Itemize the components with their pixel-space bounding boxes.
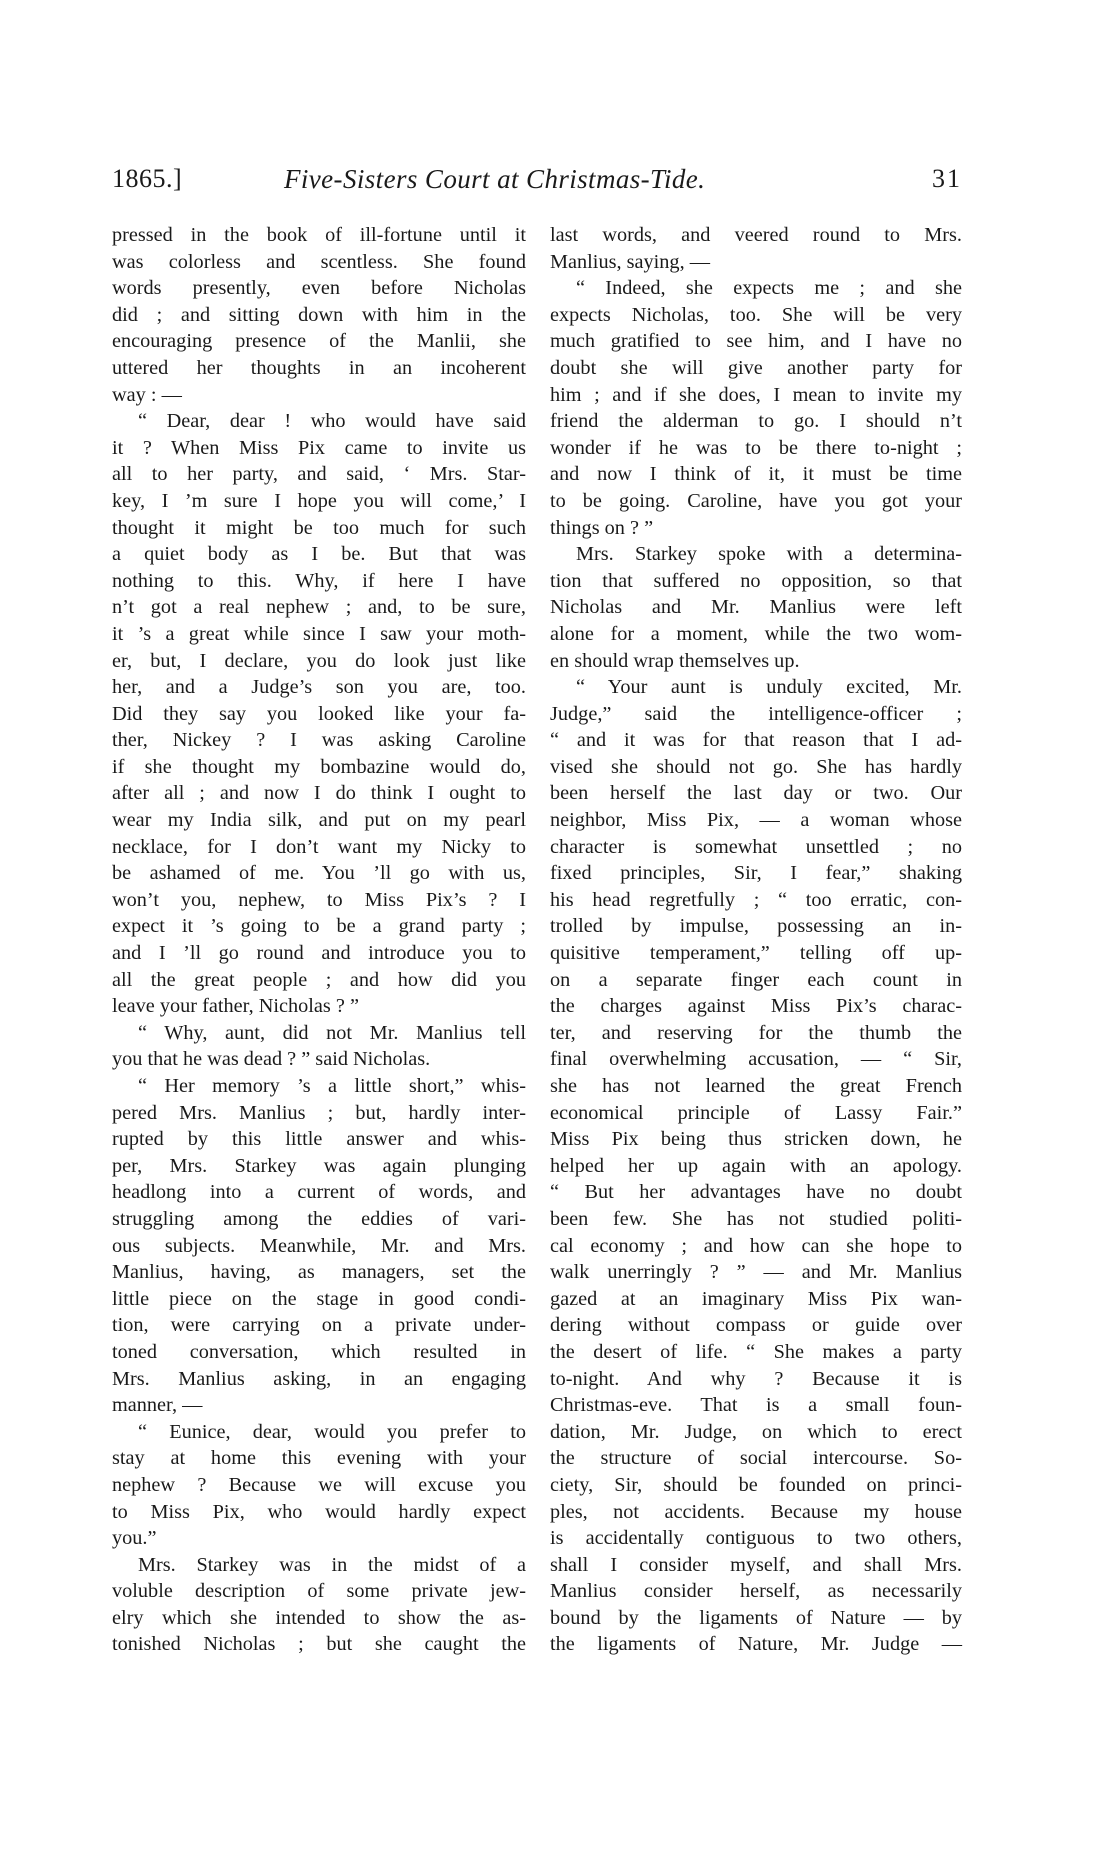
- text-line: ther, Nickey ? I was asking Caroline: [112, 729, 526, 752]
- text-line: Mrs. Manlius asking, in an engaging: [112, 1367, 526, 1390]
- text-line: much gratified to see him, and I have no: [550, 330, 962, 353]
- text-line: dation, Mr. Judge, on which to erect: [550, 1420, 962, 1443]
- text-line: last words, and veered round to Mrs.: [550, 224, 962, 246]
- text-line: the structure of social intercourse. So-: [550, 1447, 962, 1470]
- text-line: gazed at an imaginary Miss Pix wan-: [550, 1287, 962, 1310]
- text-line: expects Nicholas, too. She will be very: [550, 303, 962, 326]
- text-line: friend the alderman to go. I should n’t: [550, 410, 962, 433]
- text-line: ous subjects. Meanwhile, Mr. and Mrs.: [112, 1234, 526, 1257]
- text-line: neighbor, Miss Pix, — a woman whose: [550, 809, 962, 832]
- text-line: elry which she intended to show the as-: [112, 1606, 526, 1629]
- text-line: all the great people ; and how did you: [112, 968, 526, 991]
- text-line: little piece on the stage in good condi-: [112, 1287, 526, 1310]
- text-line: was colorless and scentless. She found: [112, 250, 526, 273]
- text-line: pressed in the book of ill-fortune until it: [112, 224, 526, 246]
- text-line: the desert of life. “ She makes a party: [550, 1340, 962, 1363]
- text-line: voluble description of some private jew-: [112, 1580, 526, 1603]
- text-line: headlong into a current of words, and: [112, 1181, 526, 1204]
- text-line: she has not learned the great French: [550, 1075, 962, 1097]
- text-line: toned conversation, which resulted in: [112, 1340, 526, 1363]
- running-head-title: Five-Sisters Court at Christmas-Tide.: [284, 164, 706, 194]
- text-line: Mrs. Starkey was in the midst of a: [138, 1553, 526, 1576]
- text-line: nephew ? Because we will excuse you: [112, 1473, 526, 1496]
- text-line: to-night. And why ? Because it is: [550, 1367, 962, 1390]
- text-line: it ? When Miss Pix came to invite us: [112, 436, 526, 459]
- text-line: way : —: [112, 383, 182, 406]
- text-line: the ligaments of Nature, Mr. Judge —: [550, 1633, 962, 1656]
- text-line: and I ’ll go round and introduce you to: [112, 942, 526, 965]
- text-column-left: [112, 222, 526, 1658]
- text-line: quisitive temperament,” telling off up-: [550, 942, 962, 965]
- text-line: his head regretfully ; “ too erratic, con-: [550, 888, 962, 911]
- text-line: nothing to this. Why, if here I have: [112, 569, 526, 592]
- text-line: uttered her thoughts in an incoherent: [112, 356, 526, 379]
- text-line: “ Your aunt is unduly excited, Mr.: [576, 676, 962, 699]
- running-head: [112, 164, 962, 200]
- text-line: tion that suffered no opposition, so that: [550, 569, 962, 592]
- text-line: Christmas-eve. That is a small foun-: [550, 1394, 962, 1417]
- text-line: bound by the ligaments of Nature — by: [550, 1606, 962, 1629]
- text-line: all to her party, and said, ‘ Mrs. Star-: [112, 463, 526, 486]
- text-line: ples, not accidents. Because my house: [550, 1500, 962, 1523]
- text-line: Mrs. Starkey spoke with a determina-: [576, 543, 962, 566]
- text-line: encouraging presence of the Manlii, she: [112, 330, 526, 353]
- text-line: final overwhelming accusation, — “ Sir,: [550, 1048, 962, 1071]
- text-line: Judge,” said the intelligence-officer ;: [550, 702, 962, 725]
- text-line: expect it ’s going to be a grand party ;: [112, 915, 526, 938]
- text-line: you that he was dead ? ” said Nicholas.: [112, 1048, 431, 1071]
- text-line: necklace, for I don’t want my Nicky to: [112, 835, 526, 858]
- text-line: tion, were carrying on a private under-: [112, 1314, 526, 1337]
- text-line: been few. She has not studied politi-: [550, 1207, 962, 1230]
- text-line: on a separate finger each count in: [550, 968, 962, 991]
- text-line: “ and it was for that reason that I ad-: [550, 729, 962, 752]
- text-line: ciety, Sir, should be founded on princi-: [550, 1473, 962, 1496]
- text-line: walk unerringly ? ” — and Mr. Manlius: [550, 1261, 962, 1284]
- text-line: you.”: [112, 1527, 157, 1550]
- text-line: dering without compass or guide over: [550, 1314, 962, 1337]
- text-line: a quiet body as I be. But that was: [112, 543, 526, 566]
- text-line: and now I think of it, it must be time: [550, 463, 962, 486]
- text-line: to Miss Pix, who would hardly expect: [112, 1500, 526, 1523]
- text-line: wonder if he was to be there to-night ;: [550, 436, 962, 459]
- running-head-year: 1865.]: [112, 164, 183, 193]
- text-line: “ But her advantages have no doubt: [550, 1181, 962, 1204]
- text-line: alone for a moment, while the two wom-: [550, 622, 962, 645]
- text-line: Miss Pix being thus stricken down, he: [550, 1128, 962, 1151]
- text-line: Nicholas and Mr. Manlius were left: [550, 596, 962, 619]
- text-line: economical principle of Lassy Fair.”: [550, 1101, 962, 1124]
- text-line: “ Her memory ’s a little short,” whis-: [138, 1075, 526, 1097]
- text-line: struggling among the eddies of vari-: [112, 1207, 526, 1230]
- text-line: “ Indeed, she expects me ; and she: [576, 277, 962, 300]
- text-line: tonished Nicholas ; but she caught the: [112, 1633, 526, 1656]
- text-line: thought it might be too much for such: [112, 516, 526, 539]
- text-line: cal economy ; and how can she hope to: [550, 1234, 962, 1257]
- text-line: shall I consider myself, and shall Mrs.: [550, 1553, 962, 1576]
- page-number: 31: [932, 164, 962, 193]
- text-line: her, and a Judge’s son you are, too.: [112, 676, 526, 699]
- text-line: Manlius consider herself, as necessarily: [550, 1580, 962, 1603]
- text-column-right: [550, 222, 962, 1658]
- text-line: vised she should not go. She has hardly: [550, 755, 962, 778]
- text-line: “ Why, aunt, did not Mr. Manlius tell: [138, 1021, 526, 1044]
- text-line: manner, —: [112, 1394, 203, 1417]
- text-line: per, Mrs. Starkey was again plunging: [112, 1154, 526, 1177]
- text-line: pered Mrs. Manlius ; but, hardly inter-: [112, 1101, 526, 1124]
- text-line: after all ; and now I do think I ought to: [112, 782, 526, 805]
- text-line: him ; and if she does, I mean to invite my: [550, 383, 962, 406]
- text-line: things on ? ”: [550, 516, 654, 539]
- text-line: it ’s a great while since I saw your moth-: [112, 622, 526, 645]
- text-line: to be going. Caroline, have you got your: [550, 489, 962, 512]
- text-line: Manlius, saying, —: [550, 250, 710, 273]
- text-line: did ; and sitting down with him in the: [112, 303, 526, 326]
- text-line: is accidentally contiguous to two others,: [550, 1527, 962, 1550]
- text-line: rupted by this little answer and whis-: [112, 1128, 526, 1151]
- text-line: stay at home this evening with your: [112, 1447, 526, 1470]
- text-line: Did they say you looked like your fa-: [112, 702, 526, 725]
- text-line: fixed principles, Sir, I fear,” shaking: [550, 862, 962, 885]
- text-line: words presently, even before Nicholas: [112, 277, 526, 300]
- text-line: the charges against Miss Pix’s charac-: [550, 995, 962, 1018]
- text-line: won’t you, nephew, to Miss Pix’s ? I: [112, 888, 526, 911]
- text-line: n’t got a real nephew ; and, to be sure,: [112, 596, 526, 619]
- text-line: key, I ’m sure I hope you will come,’ I: [112, 489, 526, 512]
- text-line: en should wrap themselves up.: [550, 649, 800, 672]
- text-line: helped her up again with an apology.: [550, 1154, 962, 1177]
- text-line: if she thought my bombazine would do,: [112, 755, 526, 778]
- text-line: doubt she will give another party for: [550, 356, 962, 379]
- text-line: be ashamed of me. You ’ll go with us,: [112, 862, 526, 885]
- text-line: er, but, I declare, you do look just like: [112, 649, 526, 672]
- text-line: “ Eunice, dear, would you prefer to: [138, 1420, 526, 1443]
- text-line: character is somewhat unsettled ; no: [550, 835, 962, 858]
- text-line: ter, and reserving for the thumb the: [550, 1021, 962, 1044]
- text-line: wear my India silk, and put on my pearl: [112, 809, 526, 832]
- text-line: been herself the last day or two. Our: [550, 782, 962, 805]
- text-line: “ Dear, dear ! who would have said: [138, 410, 526, 433]
- text-line: leave your father, Nicholas ? ”: [112, 995, 359, 1018]
- text-line: trolled by impulse, possessing an in-: [550, 915, 962, 938]
- text-line: Manlius, having, as managers, set the: [112, 1261, 526, 1284]
